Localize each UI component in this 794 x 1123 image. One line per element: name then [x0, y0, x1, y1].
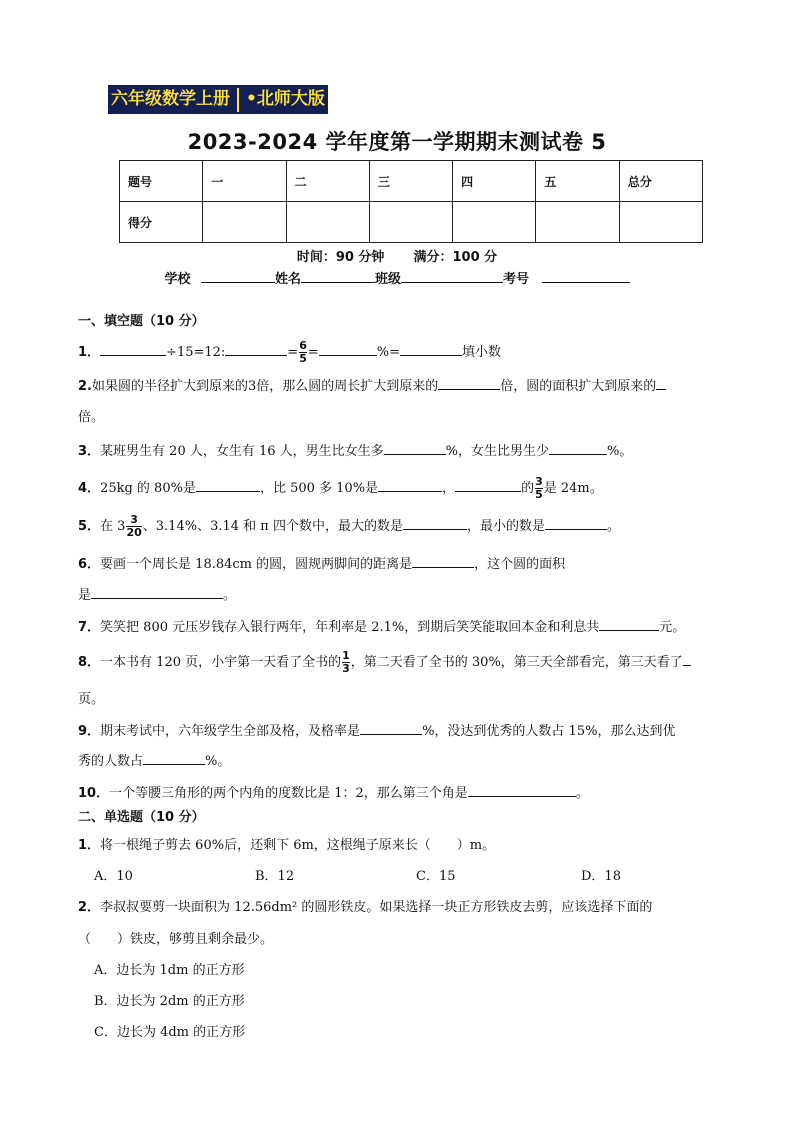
option-a[interactable]: A．边长为 1dm 的正方形	[94, 963, 245, 978]
score-label-cell: 得分	[120, 202, 203, 243]
answer-blank[interactable]	[384, 442, 446, 455]
student-info-line	[0, 268, 794, 287]
score-table-header-row	[120, 161, 703, 202]
question-2-2-cont: （ ）铁皮，够剪且剩余最少。	[78, 932, 274, 947]
answer-blank[interactable]	[549, 442, 607, 455]
question-1-8: 8．一本书有 120 页，小宇第一天看了全书的 $\frac{1}{3}$ ，第二天看了全书的 30%，第三天全部看完，第三天看了	[78, 650, 691, 675]
question-1-2-cont: 倍。	[78, 410, 105, 425]
option-c[interactable]: C．15	[416, 869, 456, 884]
option-b[interactable]: B．边长为 2dm 的正方形	[94, 994, 245, 1009]
exam-time: 时间：90 分钟	[296, 250, 385, 265]
badge-divider	[237, 88, 239, 112]
school-label: 学校	[164, 272, 191, 287]
score-cell: 题号	[120, 161, 203, 202]
answer-blank[interactable]	[143, 752, 205, 765]
score-cell: 五	[536, 161, 619, 202]
answer-blank[interactable]	[400, 343, 462, 356]
answer-blank[interactable]	[545, 517, 607, 530]
exam-time-info	[0, 246, 794, 265]
option-d[interactable]: D．18	[581, 869, 621, 884]
fraction-3-20: $\frac{3}{20}$	[126, 513, 142, 539]
grade-edition-badge	[108, 85, 328, 114]
answer-blank[interactable]	[656, 377, 666, 390]
score-cell: 二	[286, 161, 369, 202]
score-cell: 三	[369, 161, 452, 202]
fraction-3-5: $\frac{3}{5}$	[535, 475, 543, 501]
score-table	[119, 160, 703, 243]
name-blank[interactable]	[301, 270, 375, 283]
answer-blank[interactable]	[100, 343, 166, 356]
answer-blank[interactable]	[468, 784, 576, 797]
name-label: 姓名	[274, 272, 301, 287]
score-cell: 一	[203, 161, 286, 202]
fraction-6-5: $\frac{6}{5}$	[299, 339, 307, 365]
exam-no-label: 考号	[503, 272, 530, 287]
question-1-7: 7．笑笑把 800 元压岁钱存入银行两年，年利率是 2.1%，到期后笑笑能取回本金和利息共 元。	[78, 620, 686, 635]
question-1-8-cont: 页。	[78, 692, 105, 707]
question-1-3: 3．某班男生有 20 人，女生有 16 人，男生比女生多 %，女生比男生少 %。	[78, 444, 633, 459]
score-input-cell[interactable]	[369, 202, 452, 243]
score-table-score-row	[120, 202, 703, 243]
exam-no-blank[interactable]	[542, 270, 630, 283]
fraction-1-3: $\frac{1}{3}$	[342, 649, 350, 675]
question-1-4: 4．25kg 的 80%是 ，比 500 多 10%是 ， 的 $\frac{3}{5}$ 是 24m。	[78, 475, 603, 501]
option-b[interactable]: B．12	[255, 869, 295, 884]
page-title: 2023-2024 学年度第一学期期末测试卷 5	[187, 130, 607, 154]
badge-edition: •北师大版	[246, 89, 325, 109]
question-1-9-cont: 秀的人数占 %。	[78, 754, 231, 769]
answer-blank[interactable]	[319, 343, 377, 356]
question-1-6-cont: 是 。	[78, 588, 237, 603]
score-input-cell[interactable]	[536, 202, 619, 243]
answer-blank[interactable]	[225, 343, 287, 356]
class-blank[interactable]	[401, 270, 503, 283]
answer-blank[interactable]	[438, 377, 500, 390]
answer-blank[interactable]	[360, 722, 422, 735]
score-input-cell[interactable]	[453, 202, 536, 243]
section-single-choice-title: 二、单选题（10 分）	[78, 810, 205, 825]
answer-blank[interactable]	[378, 479, 442, 492]
option-a[interactable]: A．10	[94, 869, 133, 884]
badge-grade: 六年级数学上册	[111, 89, 230, 109]
answer-blank[interactable]	[196, 479, 260, 492]
score-cell: 四	[453, 161, 536, 202]
section-fill-in-title: 一、填空题（10 分）	[78, 314, 205, 329]
question-1-9: 9．期末考试中，六年级学生全部及格，及格率是 %，没达到优秀的人数占 15%，那么达到优	[78, 724, 676, 739]
answer-blank[interactable]	[412, 555, 474, 568]
class-label: 班级	[375, 272, 402, 287]
question-1-5: 5．在 3 $\frac{3}{20}$ 、3.14%、3.14 和 π 四个数中，最大的数是 ，最小的数是 。	[78, 513, 620, 539]
score-input-cell[interactable]	[286, 202, 369, 243]
school-blank[interactable]	[201, 270, 275, 283]
exam-full-marks: 满分：100 分	[413, 250, 498, 265]
question-1-6: 6．要画一个周长是 18.84cm 的圆，圆规两脚间的距离是 ，这个圆的面积	[78, 557, 566, 572]
answer-blank[interactable]	[403, 517, 467, 530]
score-input-cell[interactable]	[619, 202, 702, 243]
option-c[interactable]: C．边长为 4dm 的正方形	[94, 1025, 246, 1040]
question-1-10: 10．一个等腰三角形的两个内角的度数比是 1：2，那么第三个角是 。	[78, 786, 589, 801]
answer-blank[interactable]	[91, 586, 223, 599]
score-input-cell[interactable]	[203, 202, 286, 243]
question-2-1: 1．将一根绳子剪去 60%后，还剩下 6m，这根绳子原来长（ ）m。	[78, 838, 496, 853]
answer-blank[interactable]	[455, 479, 521, 492]
score-cell: 总分	[619, 161, 702, 202]
answer-blank[interactable]	[683, 653, 691, 666]
question-2-2: 2．李叔叔要剪一块面积为 12.56dm² 的圆形铁皮。如果选择一块正方形铁皮去剪，应该选择下面的	[78, 900, 653, 915]
answer-blank[interactable]	[599, 618, 659, 631]
question-1-2: 2.如果圆的半径扩大到原来的3倍，那么圆的周长扩大到原来的 倍，圆的面积扩大到原来的	[78, 375, 666, 394]
question-1-1: 1． ÷15=12: = $\frac{6}{5}$ = %= 填小数	[78, 339, 502, 365]
